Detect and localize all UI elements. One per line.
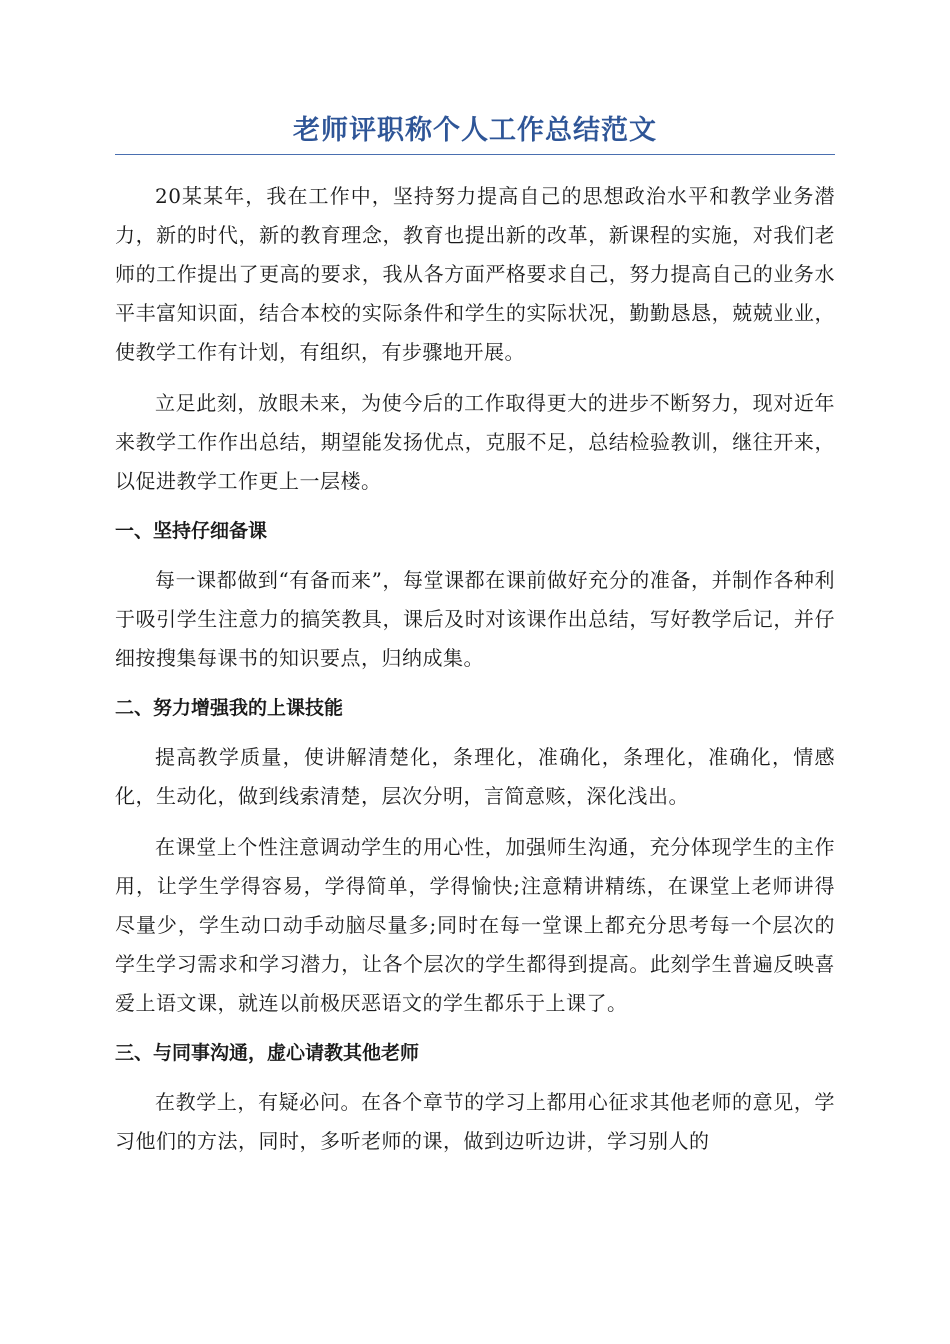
section-heading: 一、坚持仔细备课 — [115, 520, 268, 542]
section-paragraph: 提高教学质量，使讲解清楚化，条理化，准确化，条理化，准确化，情感化，生动化，做到线索清楚，层次分明，言简意赅，深化浅出。 — [115, 745, 835, 808]
document-page — [115, 108, 835, 1173]
section-paragraph: 在教学上，有疑必问。在各个章节的学习上都用心征求其他老师的意见，学习他们的方法，同时，多听老师的课，做到边听边讲，学习别人的 — [115, 1090, 835, 1153]
title-underline — [115, 154, 835, 155]
section-heading: 二、努力增强我的上课技能 — [115, 697, 344, 719]
section-paragraph: 每一课都做到“有备而来”，每堂课都在课前做好充分的准备，并制作各种利于吸引学生注意力的搞笑教具，课后及时对该课作出总结，写好教学后记，并仔细按搜集每课书的知识要点，归纳成集。 — [115, 568, 835, 670]
document-title: 老师评职称个人工作总结范文 — [293, 115, 657, 146]
section-1 — [115, 517, 835, 678]
intro-paragraph-1: 20某某年，我在工作中，坚持努力提高自己的思想政治水平和教学业务潜力，新的时代，新的教育理念，教育也提出新的改革，新课程的实施，对我们老师的工作提出了更高的要求，我从各方面严格要求自己，努力提高自己的业务水平丰富知识面，结合本校的实际条件和学生的实际状况，勤勤恳恳，兢兢业业，使教学工作有计划，有组织，有步骤地开展。 — [115, 184, 835, 364]
section-2 — [115, 694, 835, 1023]
section-paragraph: 在课堂上个性注意调动学生的用心性，加强师生沟通，充分体现学生的主作用，让学生学得容易，学得简单，学得愉快;注意精讲精练，在课堂上老师讲得尽量少，学生动口动手动脑尽量多;同时在每一堂课上都充分思考每一个层次的学生学习需求和学习潜力，让各个层次的学生都得到提高。此刻学生普遍反映喜爱上语文课，就连以前极厌恶语文的学生都乐于上课了。 — [115, 835, 835, 1015]
intro-paragraph-2: 立足此刻，放眼未来，为使今后的工作取得更大的进步不断努力，现对近年来教学工作作出总结，期望能发扬优点，克服不足，总结检验教训，继往开来，以促进教学工作更上一层楼。 — [115, 391, 835, 493]
section-heading: 三、与同事沟通，虚心请教其他老师 — [115, 1042, 420, 1064]
section-3 — [115, 1039, 835, 1161]
